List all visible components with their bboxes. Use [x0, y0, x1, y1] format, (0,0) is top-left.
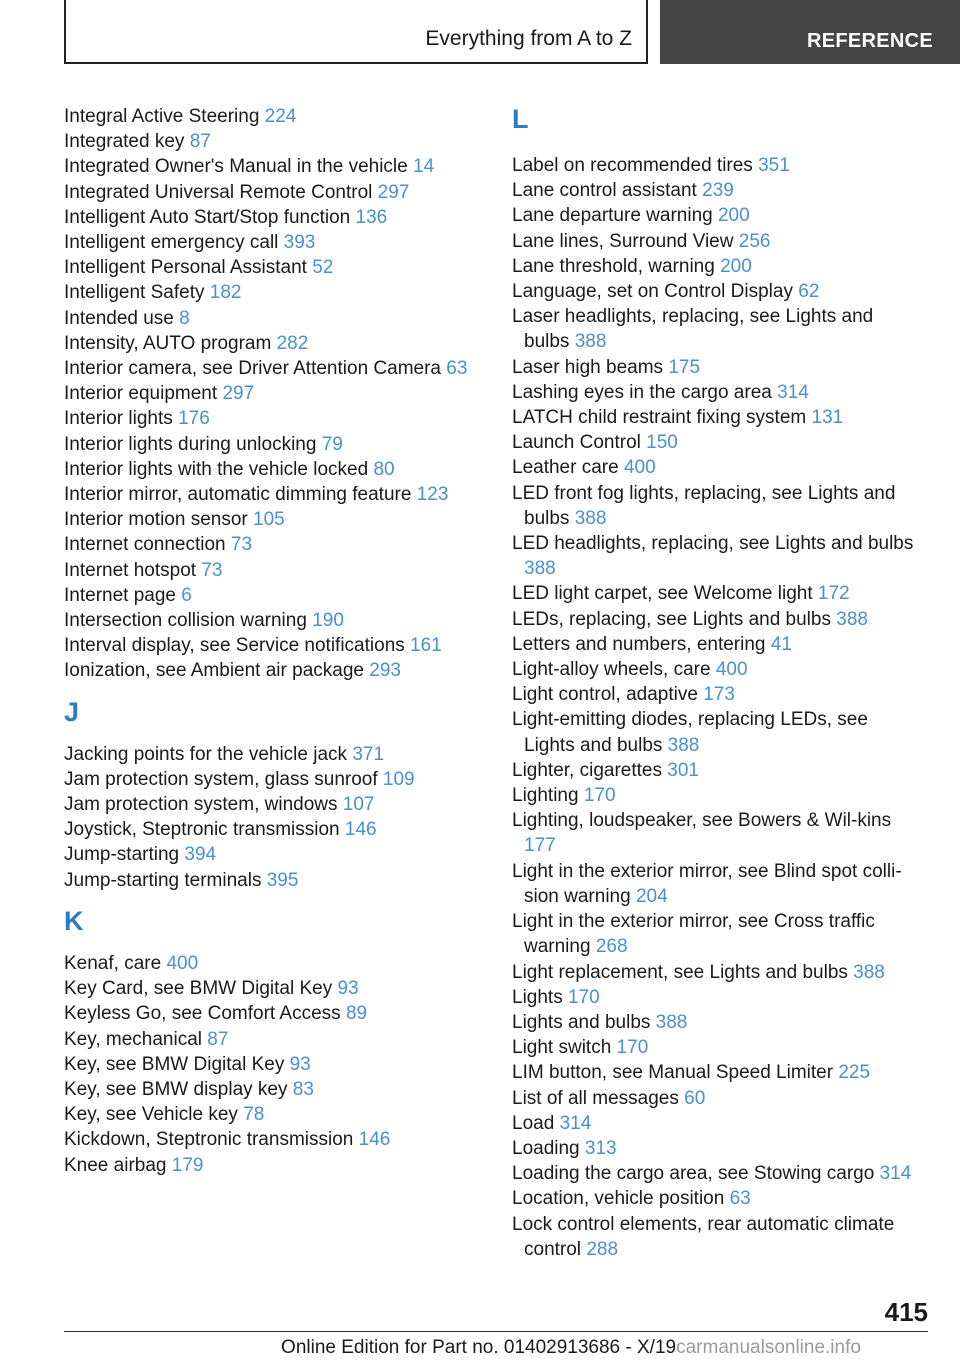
index-entry	[512, 985, 922, 1010]
index-entry-term: Intelligent Personal Assistant	[64, 257, 307, 279]
index-entry-term: Intelligent Auto Start/Stop function	[64, 206, 351, 228]
index-entry	[64, 255, 484, 280]
index-entry-term: Jump-starting	[64, 844, 180, 866]
index-entry-term: Jam protection system, windows	[64, 794, 338, 816]
index-entry	[64, 532, 484, 557]
index-page-link[interactable]: 6	[181, 584, 192, 606]
index-entry-term: Integrated Owner's Manual in the vehicle	[64, 156, 408, 178]
index-entry-term: LEDs, replacing, see Lights and bulbs	[512, 608, 831, 630]
index-entry-term: Joystick, Steptronic transmission	[64, 819, 340, 841]
index-entry	[512, 355, 922, 380]
running-header-section	[64, 0, 648, 64]
index-page-link[interactable]: 351	[758, 155, 790, 176]
index-entry	[512, 1111, 922, 1136]
index-page-link[interactable]: 136	[355, 206, 388, 228]
index-entry	[64, 457, 484, 482]
index-page-link[interactable]: 177	[524, 835, 556, 857]
index-entry-term: Lock control elements, rear automatic climate control	[512, 1213, 895, 1260]
index-entry	[64, 356, 484, 381]
index-entry-term: Lighting, loudspeaker, see Bowers & Wil‐kins	[512, 810, 892, 832]
index-entry	[512, 1086, 922, 1111]
index-entry	[64, 406, 484, 431]
index-page-link[interactable]: 105	[253, 509, 285, 531]
index-entry-term: Lashing eyes in the cargo area	[512, 381, 772, 403]
index-entry-term: Light-alloy wheels, care	[512, 659, 711, 681]
index-entry	[512, 203, 922, 228]
index-entry-term: Jam protection system, glass sunroof	[64, 768, 378, 790]
index-entry	[64, 104, 484, 129]
index-entry-term: Ionization, see Ambient air package	[64, 660, 364, 682]
index-entry-term: Launch Control	[512, 432, 641, 454]
index-entry	[64, 817, 484, 842]
index-letter-heading: K	[64, 905, 84, 936]
index-page-link[interactable]: 400	[623, 457, 656, 479]
index-page-link[interactable]: 388	[853, 961, 885, 983]
index-page-link[interactable]: 282	[276, 332, 309, 354]
index-entry	[64, 180, 484, 205]
index-entry	[64, 507, 484, 532]
index-entry	[64, 1127, 484, 1152]
index-entry-term: Intensity, AUTO program	[64, 332, 272, 354]
index-page-link[interactable]: 388	[574, 507, 607, 529]
index-entry-term: Integrated key	[64, 131, 185, 153]
index-page-link[interactable]: 388	[655, 1011, 688, 1033]
index-entry-term: Lighting	[512, 785, 579, 807]
index-page-link[interactable]: 78	[243, 1104, 265, 1126]
index-page-link[interactable]: 79	[321, 433, 343, 455]
index-entry-term: Interior camera, see Driver Attention Camera	[64, 358, 441, 380]
index-entry-term: List of all messages	[512, 1087, 679, 1109]
index-page-link[interactable]: 200	[717, 205, 750, 227]
index-entry-term: Interior lights	[64, 408, 173, 430]
index-column-left	[64, 104, 484, 1178]
index-entry	[512, 581, 922, 606]
index-page-link[interactable]: 73	[230, 534, 253, 556]
index-entry-term: Interior motion sensor	[64, 509, 248, 531]
index-entry-term: Key, see BMW Digital Key	[64, 1053, 285, 1075]
index-entry	[64, 608, 484, 633]
index-entry	[512, 279, 922, 304]
index-page-link[interactable]: 293	[369, 660, 401, 682]
index-entry-term: Lights	[512, 986, 563, 1008]
watermark-text: carmanualsonline.info	[676, 1337, 861, 1358]
index-page-link[interactable]: 93	[289, 1053, 311, 1075]
index-page-link[interactable]: 371	[352, 743, 385, 765]
index-page-link[interactable]: 393	[283, 232, 316, 254]
footer-divider	[64, 1331, 928, 1332]
index-entry	[512, 1010, 922, 1035]
index-page-link[interactable]: 394	[184, 844, 217, 866]
index-entry	[512, 380, 922, 405]
index-entry-term: Language, set on Control Display	[512, 281, 793, 303]
index-page-link[interactable]: 182	[209, 282, 242, 304]
index-entry	[64, 583, 484, 608]
index-entry-term: Light replacement, see Lights and bulbs	[512, 961, 848, 983]
index-entry	[512, 657, 922, 682]
index-entry-term: Loading the cargo area, see Stowing cargo	[512, 1163, 875, 1185]
chapter-tab	[660, 0, 960, 64]
index-entry	[64, 230, 484, 255]
index-entry-term: Light-emitting diodes, replacing LEDs, see Lights and bulbs	[512, 709, 868, 756]
index-page-link[interactable]: 52	[312, 257, 334, 279]
index-entry	[512, 758, 922, 783]
index-entry	[512, 682, 922, 707]
index-page-link[interactable]: 146	[344, 819, 377, 841]
index-entry-term: Internet connection	[64, 534, 226, 556]
index-page-link[interactable]: 225	[838, 1062, 871, 1084]
index-entry	[512, 607, 922, 632]
index-entry	[64, 792, 484, 817]
index-page-link[interactable]: 170	[567, 986, 600, 1008]
index-entry-term: Laser high beams	[512, 356, 664, 378]
edition-text: Online Edition for Part no. 01402913686 - X/19	[281, 1337, 677, 1358]
index-entry-term: Lane departure warning	[512, 205, 713, 227]
index-page-link[interactable]: 314	[879, 1163, 912, 1185]
index-entry	[512, 783, 922, 808]
index-entry-term: Kenaf, care	[64, 952, 162, 974]
index-entry	[64, 331, 484, 356]
index-entry	[512, 455, 922, 480]
index-entry	[512, 481, 922, 531]
index-page-link[interactable]: 313	[584, 1137, 617, 1159]
index-entry-term: Internet page	[64, 584, 176, 606]
index-page-link[interactable]: 173	[703, 684, 735, 706]
index-entry	[64, 482, 484, 507]
index-entry-term: Interior lights during unlocking	[64, 433, 317, 455]
index-entry-term: LIM button, see Manual Speed Limiter	[512, 1062, 834, 1084]
index-page-link[interactable]: 170	[583, 785, 616, 807]
index-entry	[64, 306, 484, 331]
index-entry	[512, 153, 922, 178]
page-number: 415	[884, 1297, 928, 1327]
index-entry-term: LED front fog lights, replacing, see Lights and bulbs	[512, 482, 896, 529]
index-entry-term: Intersection collision warning	[64, 610, 307, 632]
index-entry	[512, 909, 922, 959]
index-entry-term: Location, vehicle position	[512, 1188, 725, 1210]
index-column-right	[512, 104, 922, 1262]
index-page-link[interactable]: 388	[836, 608, 868, 630]
index-page-link[interactable]: 204	[635, 885, 668, 907]
index-page-link[interactable]: 239	[702, 180, 734, 202]
index-page-link[interactable]: 63	[729, 1188, 751, 1210]
index-page-link[interactable]: 89	[345, 1003, 368, 1025]
index-entry	[512, 1212, 922, 1262]
index-entry-term: Light in the exterior mirror, see Blind spot colli‐sion warning	[512, 860, 902, 907]
index-entry-term: Intelligent Safety	[64, 282, 205, 304]
index-page-link[interactable]: 41	[770, 633, 792, 655]
index-entry	[64, 633, 484, 658]
index-entry-term: Internet hotspot	[64, 559, 197, 581]
index-entry	[64, 742, 484, 767]
index-entry	[64, 1102, 484, 1127]
index-page-link[interactable]: 107	[342, 794, 375, 816]
index-entry	[512, 1186, 922, 1211]
index-entry-term: Load	[512, 1112, 555, 1134]
index-page-link[interactable]: 190	[312, 610, 344, 632]
index-page-link[interactable]: 388	[574, 331, 607, 353]
index-entry	[512, 1060, 922, 1085]
index-page-link[interactable]: 8	[179, 307, 190, 329]
index-page-link[interactable]: 200	[720, 255, 752, 277]
index-entry	[64, 868, 484, 893]
index-letter-heading: L	[512, 104, 529, 134]
index-entry	[512, 707, 922, 757]
index-entry-term: Interior lights with the vehicle locked	[64, 458, 369, 480]
index-page-link[interactable]: 62	[798, 281, 820, 303]
index-entry	[64, 205, 484, 230]
section-title: Everything from A to Z	[425, 27, 632, 50]
index-entry-term: Key, see Vehicle key	[64, 1104, 238, 1126]
index-page-link[interactable]: 179	[171, 1154, 204, 1176]
index-entry-term: Leather care	[512, 457, 619, 479]
index-entry	[64, 1052, 484, 1077]
index-entry	[64, 976, 484, 1001]
index-entry	[64, 767, 484, 792]
index-entry	[64, 154, 484, 179]
index-page-link[interactable]: 93	[337, 978, 359, 1000]
index-page-link[interactable]: 63	[446, 358, 468, 380]
index-entry	[512, 430, 922, 455]
index-entry	[512, 632, 922, 657]
index-entry-term: Letters and numbers, entering	[512, 633, 766, 655]
index-page-link[interactable]: 388	[667, 734, 700, 756]
index-entry	[512, 808, 922, 858]
index-entry	[512, 1136, 922, 1161]
index-page-link[interactable]: 395	[266, 869, 299, 891]
index-page-link[interactable]: 301	[667, 759, 699, 781]
index-page-link[interactable]: 400	[166, 952, 199, 974]
index-entry-term: Intended use	[64, 307, 174, 329]
index-entry	[512, 178, 922, 203]
index-page-link[interactable]: 175	[668, 356, 701, 378]
index-page-link[interactable]: 83	[292, 1078, 314, 1100]
index-page-link[interactable]: 87	[207, 1028, 229, 1050]
index-entry	[64, 381, 484, 406]
index-entry	[64, 1027, 484, 1052]
index-entry	[512, 405, 922, 430]
index-entry-term: Intelligent emergency call	[64, 232, 279, 254]
index-entry-term: Light switch	[512, 1037, 612, 1059]
index-page-link[interactable]: 73	[201, 559, 223, 581]
index-page-link[interactable]: 297	[377, 181, 410, 203]
index-page-link[interactable]: 314	[777, 381, 809, 403]
index-entry	[512, 304, 922, 354]
index-entry	[64, 658, 484, 683]
index-entry-term: Lane control assistant	[512, 180, 697, 202]
index-page-link[interactable]: 14	[413, 156, 435, 178]
index-entry	[64, 951, 484, 976]
index-entry-term: Jacking points for the vehicle jack	[64, 743, 348, 765]
index-entry-term: Interior equipment	[64, 383, 218, 405]
index-entry	[512, 1035, 922, 1060]
index-entry-term: Integrated Universal Remote Control	[64, 181, 373, 203]
index-entry	[64, 432, 484, 457]
index-entry-term: Loading	[512, 1137, 580, 1159]
index-page-link[interactable]: 288	[586, 1238, 619, 1260]
index-entry-term: Laser headlights, replacing, see Lights and bulbs	[512, 306, 874, 353]
index-entry-term: Lights and bulbs	[512, 1011, 651, 1033]
index-entry-term: Lane lines, Surround View	[512, 230, 734, 252]
index-page-link[interactable]: 314	[559, 1112, 592, 1134]
footer-edition	[64, 1337, 928, 1359]
index-page-link[interactable]: 172	[817, 583, 850, 605]
index-page-link[interactable]: 123	[416, 484, 449, 506]
index-entry	[64, 1077, 484, 1102]
index-entry	[64, 842, 484, 867]
index-entry	[512, 960, 922, 985]
index-page-link[interactable]: 60	[684, 1087, 706, 1109]
index-page-link[interactable]: 109	[382, 768, 415, 790]
index-page-link[interactable]: 80	[373, 458, 395, 480]
index-entry	[512, 531, 922, 581]
index-entry	[512, 254, 922, 279]
index-entry-term: Lane threshold, warning	[512, 255, 715, 277]
index-entry	[512, 1161, 922, 1186]
index-entry	[512, 229, 922, 254]
index-page-link[interactable]: 256	[738, 230, 771, 252]
index-page-link[interactable]: 388	[524, 558, 556, 580]
index-page-link[interactable]: 297	[222, 383, 255, 405]
index-page-link[interactable]: 146	[358, 1129, 391, 1151]
index-entry-term: Light in the exterior mirror, see Cross traffic warning	[512, 911, 875, 958]
index-entry-term: Label on recommended tires	[512, 155, 753, 176]
index-entry	[64, 129, 484, 154]
index-entry-term: Integral Active Steering	[64, 106, 260, 127]
index-entry-term: Interval display, see Service notifications	[64, 635, 405, 657]
index-entry-term: Jump-starting terminals	[64, 869, 262, 891]
index-entry-term: Interior mirror, automatic dimming feature	[64, 484, 412, 506]
index-entry-term: Light control, adaptive	[512, 684, 698, 706]
index-page-link[interactable]: 131	[811, 407, 844, 429]
index-entry-term: LATCH child restraint fixing system	[512, 407, 807, 429]
index-page-link[interactable]: 224	[264, 106, 297, 127]
index-page-link[interactable]: 161	[410, 635, 442, 657]
index-letter-heading: J	[64, 696, 80, 727]
index-entry-term: Knee airbag	[64, 1154, 167, 1176]
index-page-link[interactable]: 170	[616, 1037, 649, 1059]
chapter-tab-label: REFERENCE	[807, 30, 934, 52]
index-page-link[interactable]: 268	[595, 936, 628, 958]
index-entry	[64, 280, 484, 305]
index-page-link[interactable]: 87	[189, 131, 211, 153]
index-entry-term: Lighter, cigarettes	[512, 759, 662, 781]
index-page-link[interactable]: 400	[715, 659, 748, 681]
index-entry	[64, 1001, 484, 1026]
index-entry-term: LED light carpet, see Welcome light	[512, 583, 813, 605]
index-entry-term: Keyless Go, see Comfort Access	[64, 1003, 341, 1025]
index-entry-term: Kickdown, Steptronic transmission	[64, 1129, 354, 1151]
index-entry	[512, 859, 922, 909]
index-entry-term: LED headlights, replacing, see Lights and bulbs	[512, 533, 914, 555]
index-entry	[64, 558, 484, 583]
index-page-link[interactable]: 150	[646, 432, 678, 454]
index-page-link[interactable]: 176	[178, 408, 210, 430]
index-entry-term: Key, see BMW display key	[64, 1078, 288, 1100]
index-entry	[64, 1153, 484, 1178]
index-entry-term: Key Card, see BMW Digital Key	[64, 978, 333, 1000]
index-entry-term: Key, mechanical	[64, 1028, 202, 1050]
